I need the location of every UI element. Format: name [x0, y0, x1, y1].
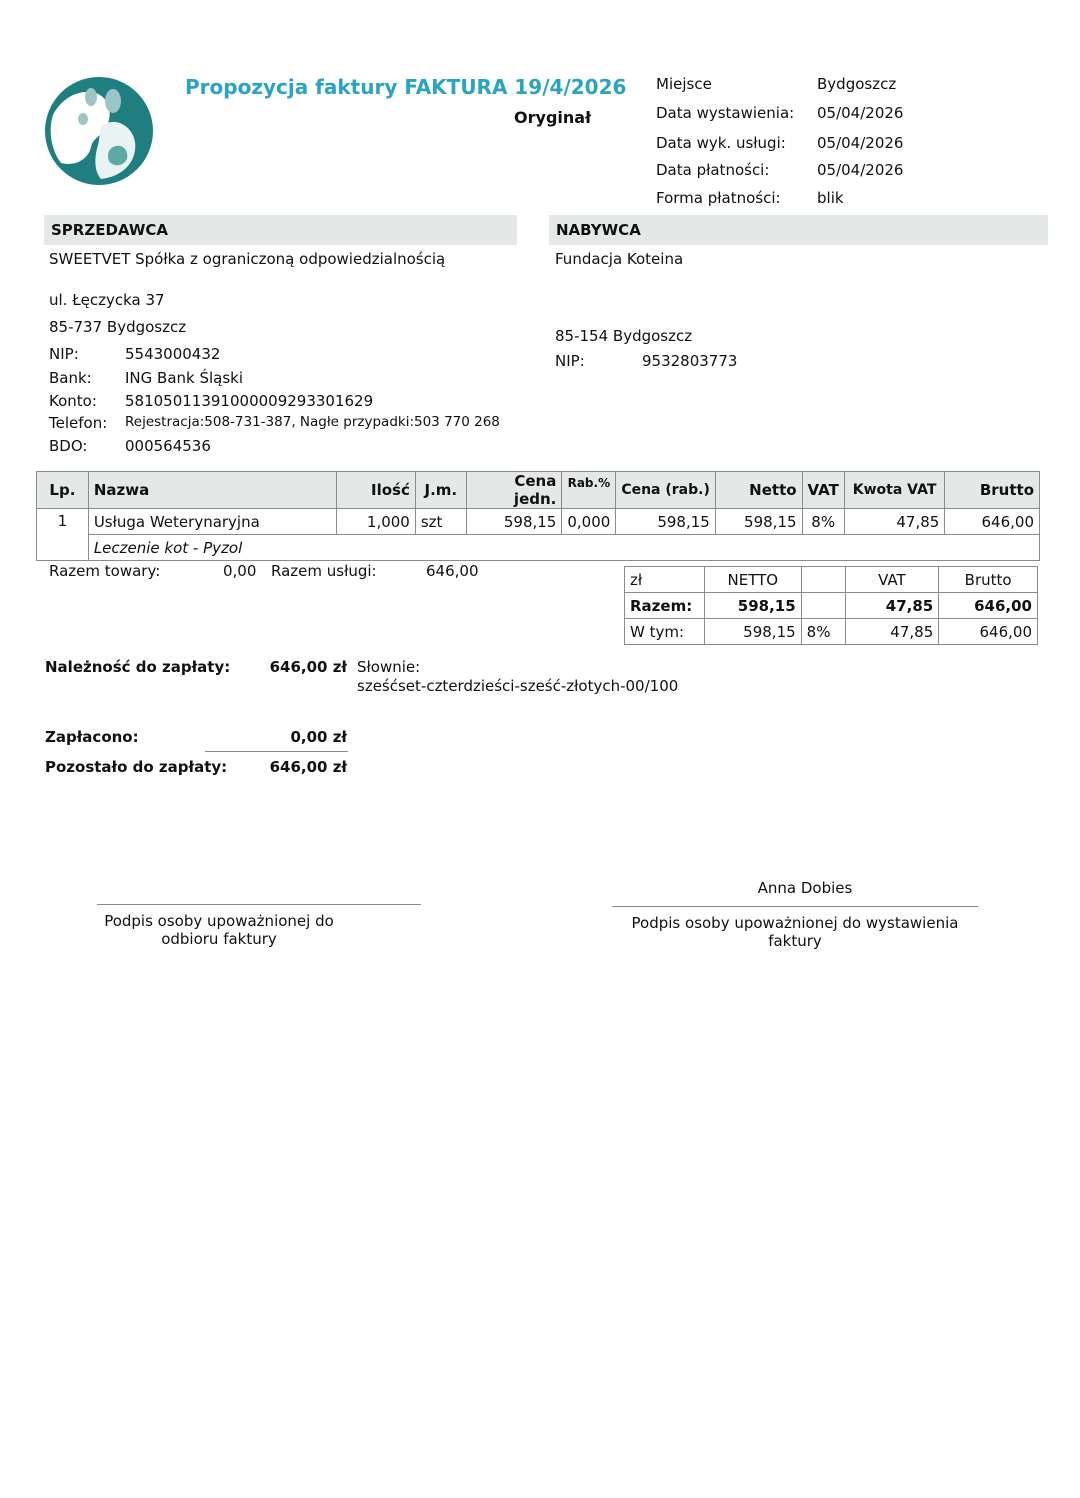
meta-value: 05/04/2026: [817, 134, 904, 152]
summary-wtym-label: W tym:: [625, 619, 705, 645]
cell-qty: 1,000: [337, 509, 416, 535]
seller-bdo: 000564536: [125, 437, 211, 455]
summary-wtym-rate: 8%: [801, 619, 845, 645]
meta-value: 05/04/2026: [817, 161, 904, 179]
signature-caption-line: Podpis osoby upoważnionej do wystawienia: [631, 914, 959, 932]
meta-value: blik: [817, 189, 844, 207]
company-logo: [43, 75, 155, 187]
col-header: Rab.%: [562, 472, 616, 509]
cell-lp: 1: [37, 509, 89, 561]
seller-name: SWEETVET Spółka z ograniczoną odpowiedzialnością: [49, 250, 446, 268]
col-header: Cena jedn.: [466, 472, 562, 509]
seller-field-label: BDO:: [49, 437, 88, 455]
meta-label: Data płatności:: [656, 161, 770, 179]
meta-label: Data wystawienia:: [656, 104, 795, 122]
summary-header: Brutto: [939, 567, 1038, 593]
seller-heading: SPRZEDAWCA: [44, 215, 517, 245]
signature-caption-right: [612, 914, 978, 950]
col-header: Nazwa: [88, 472, 336, 509]
meta-value: 05/04/2026: [817, 104, 904, 122]
meta-label: Miejsce: [656, 75, 712, 93]
copy-label: Oryginał: [514, 108, 591, 127]
cell-price: 598,15: [466, 509, 562, 535]
seller-field-label: Konto:: [49, 392, 97, 410]
signature-caption-line: faktury: [768, 932, 822, 950]
col-header: VAT: [802, 472, 844, 509]
seller-account: 58105011391000009293301629: [125, 392, 374, 410]
buyer-name: Fundacja Koteina: [555, 250, 684, 268]
buyer-nip: 9532803773: [642, 352, 738, 370]
seller-street: ul. Łęczycka 37: [49, 291, 165, 309]
signature-caption-line: odbioru faktury: [161, 930, 277, 948]
amount-due-label: Należność do zapłaty:: [45, 658, 231, 676]
goods-total-label: Razem towary:: [49, 562, 161, 580]
col-header: Brutto: [945, 472, 1040, 509]
paid-label: Zapłacono:: [45, 728, 139, 746]
buyer-city: 85-154 Bydgoszcz: [555, 327, 693, 345]
remaining-label: Pozostało do zapłaty:: [45, 758, 228, 776]
summary-header: NETTO: [704, 567, 801, 593]
col-header: Ilość: [337, 472, 416, 509]
summary-wtym-gross: 646,00: [939, 619, 1038, 645]
summary-header: VAT: [845, 567, 939, 593]
summary-razem-label: Razem:: [625, 593, 705, 619]
signature-line-left: [97, 904, 421, 905]
seller-field-label: NIP:: [49, 345, 79, 363]
seller-city: 85-737 Bydgoszcz: [49, 318, 187, 336]
goods-total-value: 0,00: [223, 562, 257, 580]
summary-razem-gross: 646,00: [939, 593, 1038, 619]
col-header: Kwota VAT: [844, 472, 944, 509]
cell-name: Usługa Weterynaryjna: [88, 509, 336, 535]
col-header: Lp.: [37, 472, 89, 509]
cell-note: Leczenie kot - Pyzol: [88, 535, 1039, 561]
paid-value: 0,00 zł: [290, 728, 347, 746]
seller-field-label: Bank:: [49, 369, 92, 387]
signature-line-right: [612, 906, 978, 907]
cell-unit: szt: [415, 509, 466, 535]
summary-header: [801, 567, 845, 593]
cell-price-disc: 598,15: [616, 509, 716, 535]
seller-nip: 5543000432: [125, 345, 221, 363]
paid-underline: [205, 751, 348, 752]
remaining-value: 646,00 zł: [269, 758, 347, 776]
meta-label: Data wyk. usługi:: [656, 134, 786, 152]
summary-razem-net: 598,15: [704, 593, 801, 619]
amount-due-value: 646,00 zł: [269, 658, 347, 676]
summary-razem-rate: [801, 593, 845, 619]
col-header: J.m.: [415, 472, 466, 509]
meta-value: Bydgoszcz: [817, 75, 897, 93]
vat-summary-table: [624, 566, 1038, 645]
services-total-label: Razem usługi:: [271, 562, 377, 580]
table-row: [37, 509, 1040, 535]
cell-vat-amount: 47,85: [844, 509, 944, 535]
cell-vat: 8%: [802, 509, 844, 535]
table-row-note: [37, 535, 1040, 561]
summary-wtym-net: 598,15: [704, 619, 801, 645]
seller-phone: Rejestracja:508-731-387, Nagłe przypadki:503 770 268: [125, 414, 500, 430]
signature-caption-left: [97, 912, 341, 948]
items-table: [36, 471, 1040, 561]
seller-bank: ING Bank Śląski: [125, 369, 244, 387]
summary-razem-vat: 47,85: [845, 593, 939, 619]
col-header: Netto: [715, 472, 802, 509]
col-header: Cena (rab.): [616, 472, 716, 509]
invoice-title: Propozycja faktury FAKTURA 19/4/2026: [185, 75, 627, 99]
issuer-name: Anna Dobies: [757, 879, 853, 897]
cell-net: 598,15: [715, 509, 802, 535]
cell-discount: 0,000: [562, 509, 616, 535]
cell-gross: 646,00: [945, 509, 1040, 535]
signature-caption-line: Podpis osoby upoważnionej do: [104, 912, 334, 930]
meta-label: Forma płatności:: [656, 189, 781, 207]
seller-field-label: Telefon:: [49, 414, 108, 432]
services-total-value: 646,00: [426, 562, 479, 580]
words-label: Słownie:: [357, 658, 421, 676]
buyer-heading: NABYWCA: [549, 215, 1048, 245]
summary-header: zł: [625, 567, 705, 593]
summary-wtym-vat: 47,85: [845, 619, 939, 645]
buyer-nip-label: NIP:: [555, 352, 585, 370]
amount-in-words: sześćset-czterdzieści-sześć-złotych-00/100: [357, 677, 679, 695]
